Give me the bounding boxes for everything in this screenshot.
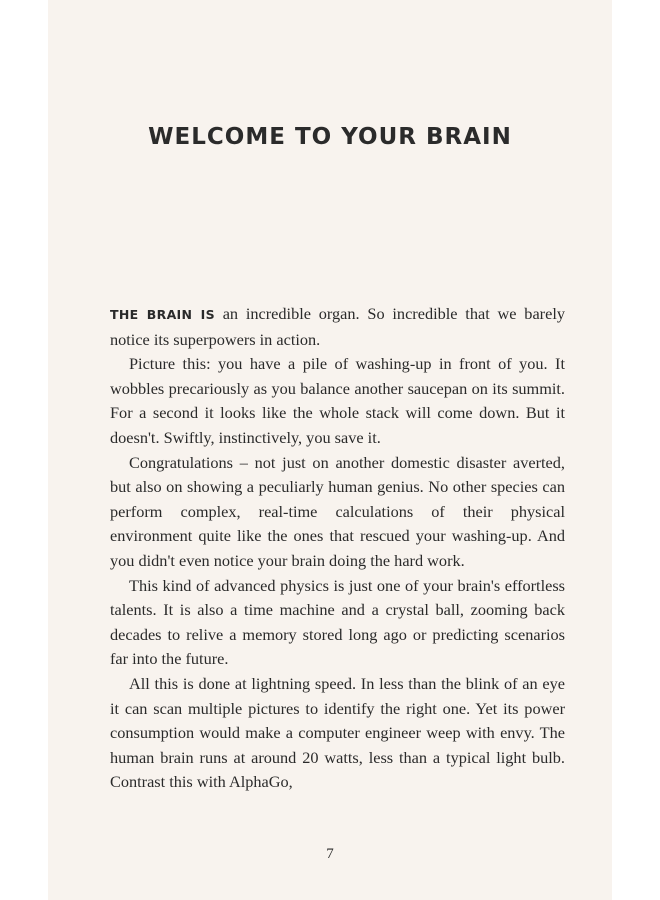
paragraph-2: Picture this: you have a pile of washing-up in front of you. It wobbles precariously as you balance another saucepan on its summit. For a second it looks like the whole stack will come down. But it doesn't. Swiftly, instinctively, you save it.	[110, 354, 565, 447]
body-text	[110, 302, 565, 795]
paragraph-4: This kind of advanced physics is just one of your brain's effortless talents. It is also a time machine and a crystal ball, zooming back decades to relive a memory stored long ago or predicting scenarios far into the future.	[110, 575, 565, 669]
paragraph-1-text: an incredible organ. So incredible that we barely notice its superpowers in action.	[110, 304, 565, 349]
paragraph-1	[110, 302, 565, 352]
chapter-title: WELCOME TO YOUR BRAIN	[148, 124, 512, 150]
paragraph-3: Congratulations – not just on another domestic disaster averted, but also on showing a peculiarly human genius. No other species can perform complex, real-time calculations of their physical environment quite like the ones that rescued your washing-up. And you didn't even notice your brain doing the hard work.	[110, 452, 565, 570]
book-page	[48, 0, 612, 900]
page-number: 7	[326, 846, 334, 862]
paragraph-5: All this is done at lightning speed. In less than the blink of an eye it can scan multiple pictures to identify the right one. Yet its power consumption would make a computer engineer weep with envy. The human brain runs at around 20 watts, less than a typical light bulb. Contrast this with AlphaGo,	[110, 673, 565, 792]
lead-in: THE BRAIN IS	[110, 307, 215, 322]
